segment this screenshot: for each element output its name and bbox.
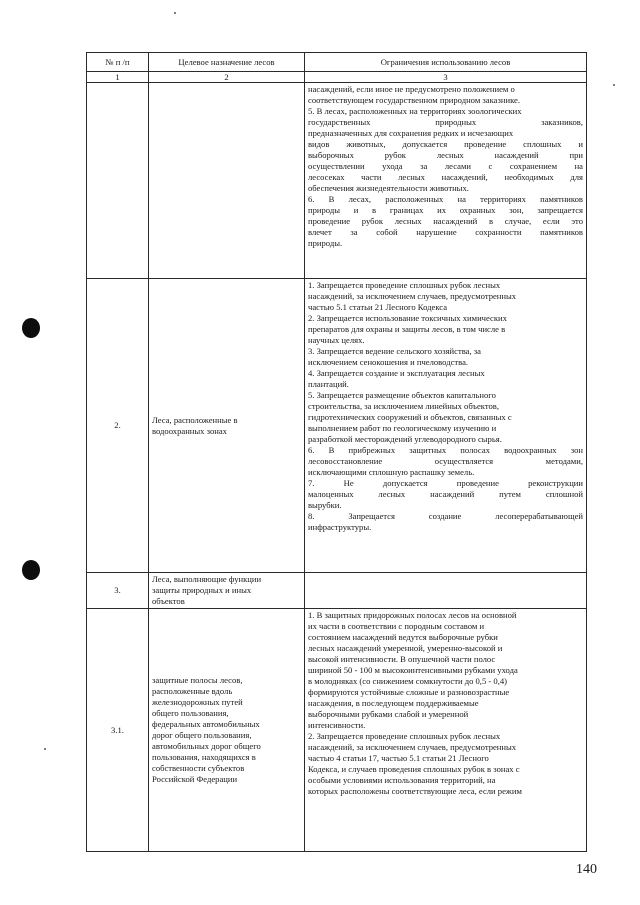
table-row [87, 573, 587, 609]
restriction-line: малоценных лесных насаждений путем сплошной [308, 489, 583, 499]
restriction-line: научных целях. [308, 335, 365, 345]
table-body [87, 83, 587, 852]
restriction-line: гидротехнических сооружений и объектов, связанных с [308, 412, 512, 422]
table-header-row [87, 53, 587, 72]
restriction-line: их части в соответствии с породным составом и [308, 621, 485, 631]
restriction-line: 4. Запрещается создание и эксплуатация лесных [308, 368, 485, 378]
row-number [87, 83, 149, 279]
purpose-line: федеральных автомобильных [152, 719, 260, 729]
restriction-line: выборочными рубками слабой и умеренной [308, 709, 469, 719]
restriction-line: Кодекса, и случаев проведения сплошных рубок в зонах с [308, 764, 520, 774]
restriction-line: лесосеках части лесных насаждений, необходимых для [308, 172, 583, 182]
row-number: 3.1. [87, 609, 149, 852]
page-number: 140 [576, 862, 597, 877]
header-purpose: Целевое назначение лесов [149, 53, 305, 72]
restriction-line: шириной 50 - 100 м высокоинтенсивными рубками ухода [308, 665, 518, 675]
forest-purpose-cell [149, 573, 305, 609]
restriction-line: интенсивности. [308, 720, 366, 730]
purpose-line: Российской Федерации [152, 774, 238, 784]
restriction-line: лесовосстановление осуществляется методами, [308, 456, 583, 466]
restriction-line: строительства, за исключением линейных объектов, [308, 401, 499, 411]
restriction-line: частью 5.1 статьи 21 Лесного Кодекса [308, 302, 448, 312]
restriction-line: насаждений, за исключением случаев, предусмотренных [308, 742, 517, 752]
restriction-line: исключающими сплошную распашку земель. [308, 467, 475, 477]
restriction-line: природы и в границах их охранных зон, запрещается [308, 205, 583, 215]
restrictions-cell [305, 609, 587, 852]
purpose-line: собственности субъектов [152, 763, 245, 773]
restriction-line: плантаций. [308, 379, 349, 389]
row-number: 3. [87, 573, 149, 609]
restriction-line: в молодняках (со снижением сомкнутости до 0,5 - 0,4) [308, 676, 508, 686]
restriction-line: препаратов для охраны и защиты лесов, в том числе в [308, 324, 506, 334]
header-number: № п /п [87, 53, 149, 72]
restriction-line: видов животных, допускается проведение сплошных и [308, 139, 583, 149]
restriction-line: особыми условиями использования территорий, на [308, 775, 496, 785]
restriction-line: 6. В прибрежных защитных полосах водоохранных зон [308, 445, 583, 455]
restriction-line: 2. Запрещается использование токсичных химических [308, 313, 507, 323]
restrictions-cell [305, 279, 587, 573]
restriction-line: частью 4 статьи 17, частью 5.1 статьи 21 Лесного [308, 753, 489, 763]
restriction-line: 5. В лесах, расположенных на территориях зоологических [308, 106, 522, 116]
purpose-line: защитные полосы лесов, [152, 675, 243, 685]
forest-restrictions-table [86, 52, 587, 852]
purpose-line: объектов [152, 596, 185, 606]
restriction-line: насаждений, за исключением случаев, предусмотренных [308, 291, 517, 301]
restriction-line: лесных насаждений умеренной, умеренно-высокой и [308, 643, 503, 653]
restriction-line: выполнением работ по геологическому изучению и [308, 423, 497, 433]
restrictions-cell [305, 83, 587, 279]
restrictions-cell [305, 573, 587, 609]
restriction-line: формируются устойчивые сложные и разновозрастные [308, 687, 510, 697]
table-row [87, 279, 587, 573]
restriction-line: вырубки. [308, 500, 342, 510]
forest-purpose-cell [149, 279, 305, 573]
restriction-line: высокой интенсивности. В опушечной части полос [308, 654, 496, 664]
restriction-line: насаждения, в последующем поддерживаемые [308, 698, 479, 708]
restriction-line: природы. [308, 238, 343, 248]
restriction-line: предназначенных для сохранения редких и исчезающих [308, 128, 514, 138]
restriction-line: проведение рубок лесных насаждений в случае, если это [308, 216, 583, 226]
restriction-line: 8. Запрещается создание лесоперерабатывающей [308, 511, 583, 521]
restriction-line: 2. Запрещается проведение сплошных рубок лесных [308, 731, 501, 741]
column-number-row [87, 72, 587, 83]
table-row [87, 83, 587, 279]
restriction-line: насаждений, если иное не предусмотрено положением о [308, 84, 515, 94]
column-number: 1 [87, 72, 149, 83]
column-number: 2 [149, 72, 305, 83]
restriction-line: выборочных рубок лесных насаждений при [308, 150, 583, 160]
purpose-line: дорог общего пользования, [152, 730, 252, 740]
restriction-line: исключением сенокошения и пчеловодства. [308, 357, 469, 367]
restriction-line: инфраструктуры. [308, 522, 372, 532]
punch-hole [22, 318, 40, 338]
row-number: 2. [87, 279, 149, 573]
restriction-line: 5. Запрещается размещение объектов капитального [308, 390, 496, 400]
purpose-line: Леса, расположенные в [152, 414, 238, 425]
purpose-line: Леса, выполняющие функции [152, 574, 262, 584]
scan-speck [174, 12, 176, 14]
column-number: 3 [305, 72, 587, 83]
restriction-line: разработкой месторождений углеводородного сырья. [308, 434, 502, 444]
header-restrictions: Ограничения использованию лесов [305, 53, 587, 72]
forest-purpose-cell [149, 609, 305, 852]
purpose-line: водоохранных зонах [152, 425, 227, 436]
restriction-line: 7. Не допускается проведение реконструкции [308, 478, 583, 488]
restriction-line: которых расположены соответствующие леса, если режим [308, 786, 522, 796]
restriction-line: осуществлении ухода за лесами с сохранением на [308, 161, 583, 171]
scan-speck [613, 84, 615, 86]
table-row [87, 609, 587, 852]
restriction-line: 1. В защитных придорожных полосах лесов на основной [308, 610, 517, 620]
restriction-line: влечет за собой нарушение сохранности памятников [308, 227, 583, 237]
restriction-line: 3. Запрещается ведение сельского хозяйства, за [308, 346, 481, 356]
purpose-line: защиты природных и иных [152, 585, 252, 595]
purpose-line: автомобильных дорог общего [152, 741, 261, 751]
purpose-line: общего пользования, [152, 708, 229, 718]
scan-speck [44, 748, 46, 750]
punch-hole [22, 560, 40, 580]
forest-purpose-cell [149, 83, 305, 279]
purpose-line: железнодорожных путей [152, 697, 243, 707]
purpose-line: пользования, находящихся в [152, 752, 256, 762]
restriction-line: состоянием насаждений ведутся выборочные рубки [308, 632, 498, 642]
purpose-line: расположенные вдоль [152, 686, 233, 696]
restriction-line: обеспечения жизнедеятельности животных. [308, 183, 469, 193]
restriction-line: 6. В лесах, расположенных на территориях памятников [308, 194, 583, 204]
restriction-line: 1. Запрещается проведение сплошных рубок лесных [308, 280, 501, 290]
restriction-line: государственных природных заказников, [308, 117, 583, 127]
restriction-line: соответствующем государственном природном заказнике. [308, 95, 520, 105]
